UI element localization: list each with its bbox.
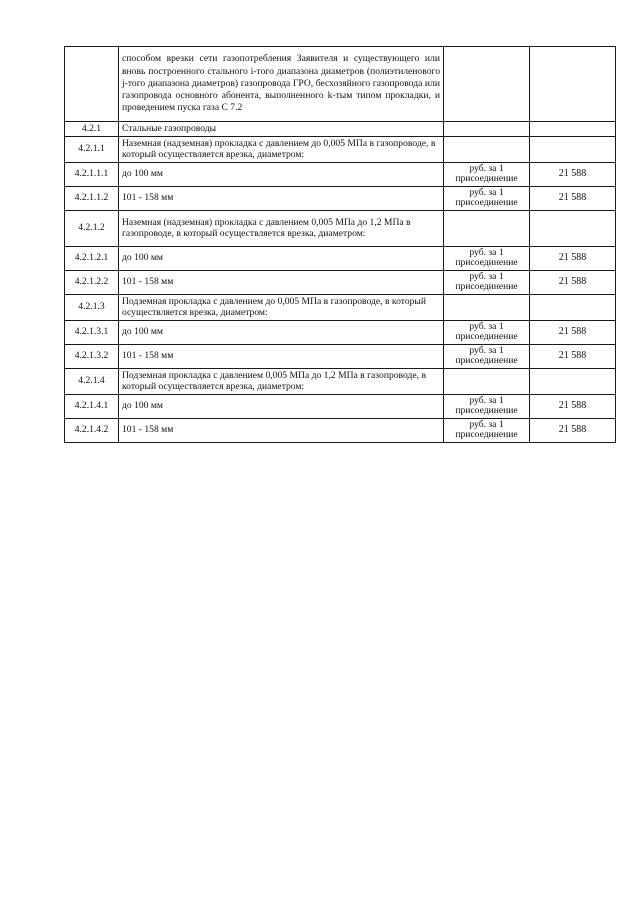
row-value [530,47,616,122]
row-description: 101 - 158 мм [119,270,444,294]
table-row [65,294,616,320]
table-row [65,136,616,162]
row-description: 101 - 158 мм [119,186,444,210]
row-number: 4.2.1.3.1 [65,320,119,344]
row-description: до 100 мм [119,394,444,418]
table-row [65,344,616,368]
row-description: до 100 мм [119,320,444,344]
row-description: до 100 мм [119,246,444,270]
row-number: 4.2.1.3 [65,294,119,320]
row-description: Подземная прокладка с давлением 0,005 МПа до 1,2 МПа в газопроводе, в который осуществляется врезка, диаметром: [119,368,444,394]
table-row [65,47,616,122]
row-description: Подземная прокладка с давлением до 0,005 МПа в газопроводе, в который осуществляется врезка, диаметром: [119,294,444,320]
row-unit: руб. за 1 присоединение [444,162,530,186]
table-row [65,368,616,394]
row-value: 21 588 [530,162,616,186]
row-description: Наземная (надземная) прокладка с давлением до 0,005 МПа в газопроводе, в который осуществляется врезка, диаметром: [119,136,444,162]
row-unit: руб. за 1 присоединение [444,418,530,442]
row-number [65,47,119,122]
table-row [65,162,616,186]
row-number: 4.2.1.3.2 [65,344,119,368]
table-row [65,186,616,210]
row-number: 4.2.1.2.2 [65,270,119,294]
table-row [65,270,616,294]
row-value: 21 588 [530,246,616,270]
tariff-table [64,46,616,443]
row-description: 101 - 158 мм [119,344,444,368]
row-value: 21 588 [530,270,616,294]
row-value [530,210,616,246]
row-description: Стальные газопроводы [119,122,444,137]
row-description: 101 - 158 мм [119,418,444,442]
row-number: 4.2.1.1.2 [65,186,119,210]
row-unit: руб. за 1 присоединение [444,344,530,368]
row-value [530,122,616,137]
row-value: 21 588 [530,418,616,442]
row-value: 21 588 [530,394,616,418]
table-row [65,246,616,270]
row-value: 21 588 [530,344,616,368]
row-unit [444,368,530,394]
row-number: 4.2.1.2.1 [65,246,119,270]
row-value: 21 588 [530,320,616,344]
table-row [65,210,616,246]
row-number: 4.2.1 [65,122,119,137]
row-unit [444,47,530,122]
row-description: Наземная (надземная) прокладка с давлением 0,005 МПа до 1,2 МПа в газопроводе, в который осуществляется врезка, диаметром: [119,210,444,246]
row-unit [444,210,530,246]
row-number: 4.2.1.2 [65,210,119,246]
row-number: 4.2.1.1 [65,136,119,162]
row-number: 4.2.1.4.2 [65,418,119,442]
table-row [65,418,616,442]
row-value: 21 588 [530,186,616,210]
row-value [530,294,616,320]
row-unit [444,294,530,320]
row-unit: руб. за 1 присоединение [444,394,530,418]
row-unit: руб. за 1 присоединение [444,320,530,344]
row-number: 4.2.1.1.1 [65,162,119,186]
table-row [65,122,616,137]
row-value [530,136,616,162]
table-row [65,394,616,418]
row-unit [444,122,530,137]
row-number: 4.2.1.4.1 [65,394,119,418]
row-unit: руб. за 1 присоединение [444,186,530,210]
table-row [65,320,616,344]
row-description: до 100 мм [119,162,444,186]
row-unit: руб. за 1 присоединение [444,246,530,270]
row-value [530,368,616,394]
row-unit [444,136,530,162]
row-unit: руб. за 1 присоединение [444,270,530,294]
row-description: способом врезки сети газопотребления Заявителя и существующего или вновь построенного стального i-того диапазона диаметров (полиэтиленового j-того диапазона диаметров) газопровода ГРО, бесхозяйного газопровода или газопровода основного абонента, выполненного k-тым типом прокладки, и проведением пуска газа С 7.2 [119,47,444,122]
row-number: 4.2.1.4 [65,368,119,394]
